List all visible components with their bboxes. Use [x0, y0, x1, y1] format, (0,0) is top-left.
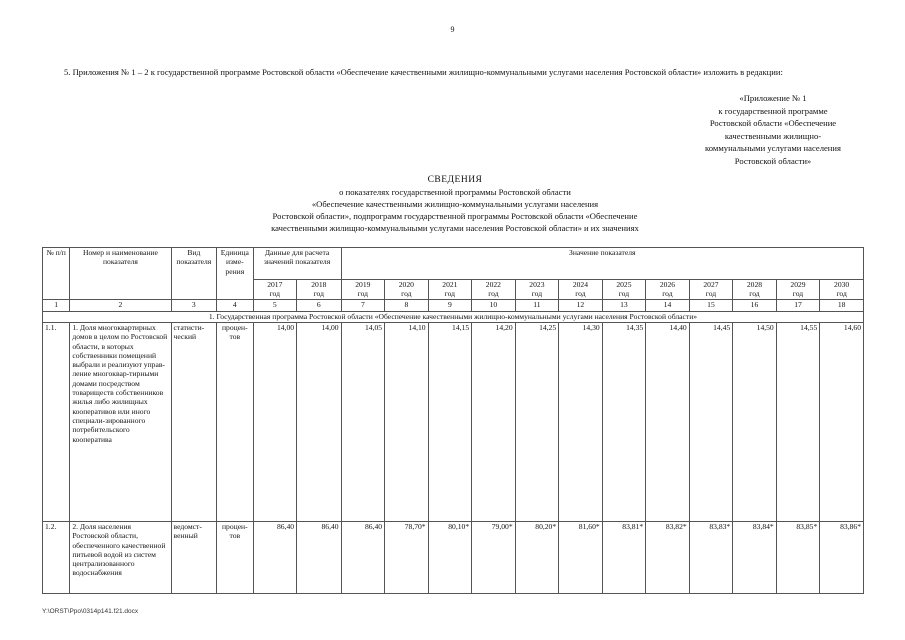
column-number: 8: [385, 300, 429, 312]
header-unit: Единица изме-рения: [217, 248, 253, 300]
value-cell: 14,40: [646, 323, 690, 522]
value-cell: 14,00: [297, 323, 342, 522]
title-line: о показателях государственной программы Ростовской области: [339, 187, 571, 197]
value-cell: 83,85*: [776, 522, 820, 594]
column-number: 14: [646, 300, 690, 312]
year-header: 2027 год: [689, 280, 733, 300]
year-header: 2028 год: [733, 280, 777, 300]
column-number: 15: [689, 300, 733, 312]
year-header: 2030 год: [820, 280, 864, 300]
indicators-table: [42, 247, 864, 594]
column-number: 18: [820, 300, 864, 312]
value-cell: 14,35: [602, 323, 646, 522]
indicator-unit: процен-тов: [217, 522, 253, 594]
column-number: 4: [217, 300, 253, 312]
value-cell: 83,81*: [602, 522, 646, 594]
appendix-line: Ростовской области «Обеспечение: [709, 118, 837, 128]
indicator-unit: процен-тов: [217, 323, 253, 522]
appendix-reference: [680, 92, 866, 167]
column-number: 12: [559, 300, 603, 312]
value-cell: 14,60: [820, 323, 864, 522]
year-header: 2023 год: [515, 280, 559, 300]
value-cell: 81,60*: [559, 522, 603, 594]
indicator-name: 2. Доля населения Ростовской области, обеспеченного качественной питьевой водой из систем централизованного водоснабжения: [70, 522, 171, 594]
year-header: 2025 год: [602, 280, 646, 300]
title-line: «Обеспечение качественными жилищно-коммунальными услугами населения: [311, 199, 599, 209]
header-num: № п/п: [43, 248, 70, 300]
column-number: 7: [341, 300, 385, 312]
appendix-line: к государственной программе: [718, 105, 828, 116]
indicator-name: 1. Доля многоквартирных домов в целом по Ростовской области, в которых собственники помещений выбрали и реализуют управ-ление многоквар-тирными домами посредством товариществ собственников жилья либо жилищных кооперативов или иного специали-зированного потребительского кооператива: [70, 323, 171, 522]
value-cell: 83,86*: [820, 522, 864, 594]
indicator-kind: ведомст-венный: [171, 522, 217, 594]
header-name: Номер и наименование показателя: [70, 248, 171, 300]
header-kind: Вид показателя: [171, 248, 217, 300]
column-number: 2: [70, 300, 171, 312]
value-cell: 14,05: [341, 323, 385, 522]
column-number: 1: [43, 300, 70, 312]
year-header: 2017 год: [253, 280, 297, 300]
value-cell: 80,20*: [515, 522, 559, 594]
year-header: 2024 год: [559, 280, 603, 300]
value-cell: 86,40: [297, 522, 342, 594]
value-cell: 14,55: [776, 323, 820, 522]
title-line: Ростовской области», подпрограмм государственной программы Ростовской области «Обеспечение: [272, 211, 638, 221]
column-number: 13: [602, 300, 646, 312]
column-number: 10: [472, 300, 516, 312]
year-header: 2029 год: [776, 280, 820, 300]
column-numbers-row: [43, 300, 864, 312]
value-cell: 14,25: [515, 323, 559, 522]
value-cell: 83,83*: [689, 522, 733, 594]
column-number: 17: [776, 300, 820, 312]
intro-paragraph: 5. Приложения № 1 – 2 к государственной программе Ростовской области «Обеспечение качественными жилищно-коммунальными услугами населения Ростовской области» изложить в редакции:: [64, 67, 783, 77]
column-number: 5: [253, 300, 297, 312]
appendix-line: «Приложение № 1: [739, 93, 807, 103]
value-cell: 14,50: [733, 323, 777, 522]
value-cell: 14,30: [559, 323, 603, 522]
section-row: [43, 312, 864, 323]
year-header: 2022 год: [472, 280, 516, 300]
appendix-line: Ростовской области»: [734, 155, 812, 166]
title-heading: СВЕДЕНИЯ: [427, 175, 483, 185]
title-line: качественными жилищно-коммунальными услугами населения Ростовской области» и их значениях: [271, 223, 639, 233]
column-number: 16: [733, 300, 777, 312]
section-title: 1. Государственная программа Ростовской области «Обеспечение качественными жилищно-коммунальными услугами населения Ростовской области»: [43, 312, 864, 323]
value-cell: 14,00: [253, 323, 297, 522]
year-header: 2018 год: [297, 280, 342, 300]
table-row: [43, 522, 864, 594]
header-base-data: Данные для расчета значений показателя: [253, 248, 341, 280]
value-cell: 79,00*: [472, 522, 516, 594]
column-number: 9: [428, 300, 472, 312]
appendix-line: качественными жилищно-: [724, 130, 822, 141]
year-header: 2026 год: [646, 280, 690, 300]
row-num: 1.1.: [43, 323, 70, 522]
value-cell: 83,84*: [733, 522, 777, 594]
column-number: 11: [515, 300, 559, 312]
value-cell: 83,82*: [646, 522, 690, 594]
row-num: 1.2.: [43, 522, 70, 594]
year-header: 2020 год: [385, 280, 429, 300]
year-header: 2021 год: [428, 280, 472, 300]
value-cell: 86,40: [253, 522, 297, 594]
value-cell: 14,45: [689, 323, 733, 522]
year-header: 2019 год: [341, 280, 385, 300]
value-cell: 14,20: [472, 323, 516, 522]
column-number: 6: [297, 300, 342, 312]
file-path-footer: Y:\ORST\Ppo\0314p141.f21.docx: [42, 608, 139, 615]
header-values: Значение показателя: [341, 248, 863, 280]
column-number: 3: [171, 300, 217, 312]
value-cell: 78,70*: [385, 522, 429, 594]
appendix-line: коммунальными услугами населения: [705, 143, 841, 153]
document-title: [180, 174, 730, 234]
value-cell: 80,10*: [428, 522, 472, 594]
value-cell: 14,10: [385, 323, 429, 522]
page-number: 9: [450, 25, 455, 34]
value-cell: 86,40: [341, 522, 385, 594]
indicator-kind: статисти-ческий: [171, 323, 217, 522]
value-cell: 14,15: [428, 323, 472, 522]
table-row: [43, 323, 864, 522]
